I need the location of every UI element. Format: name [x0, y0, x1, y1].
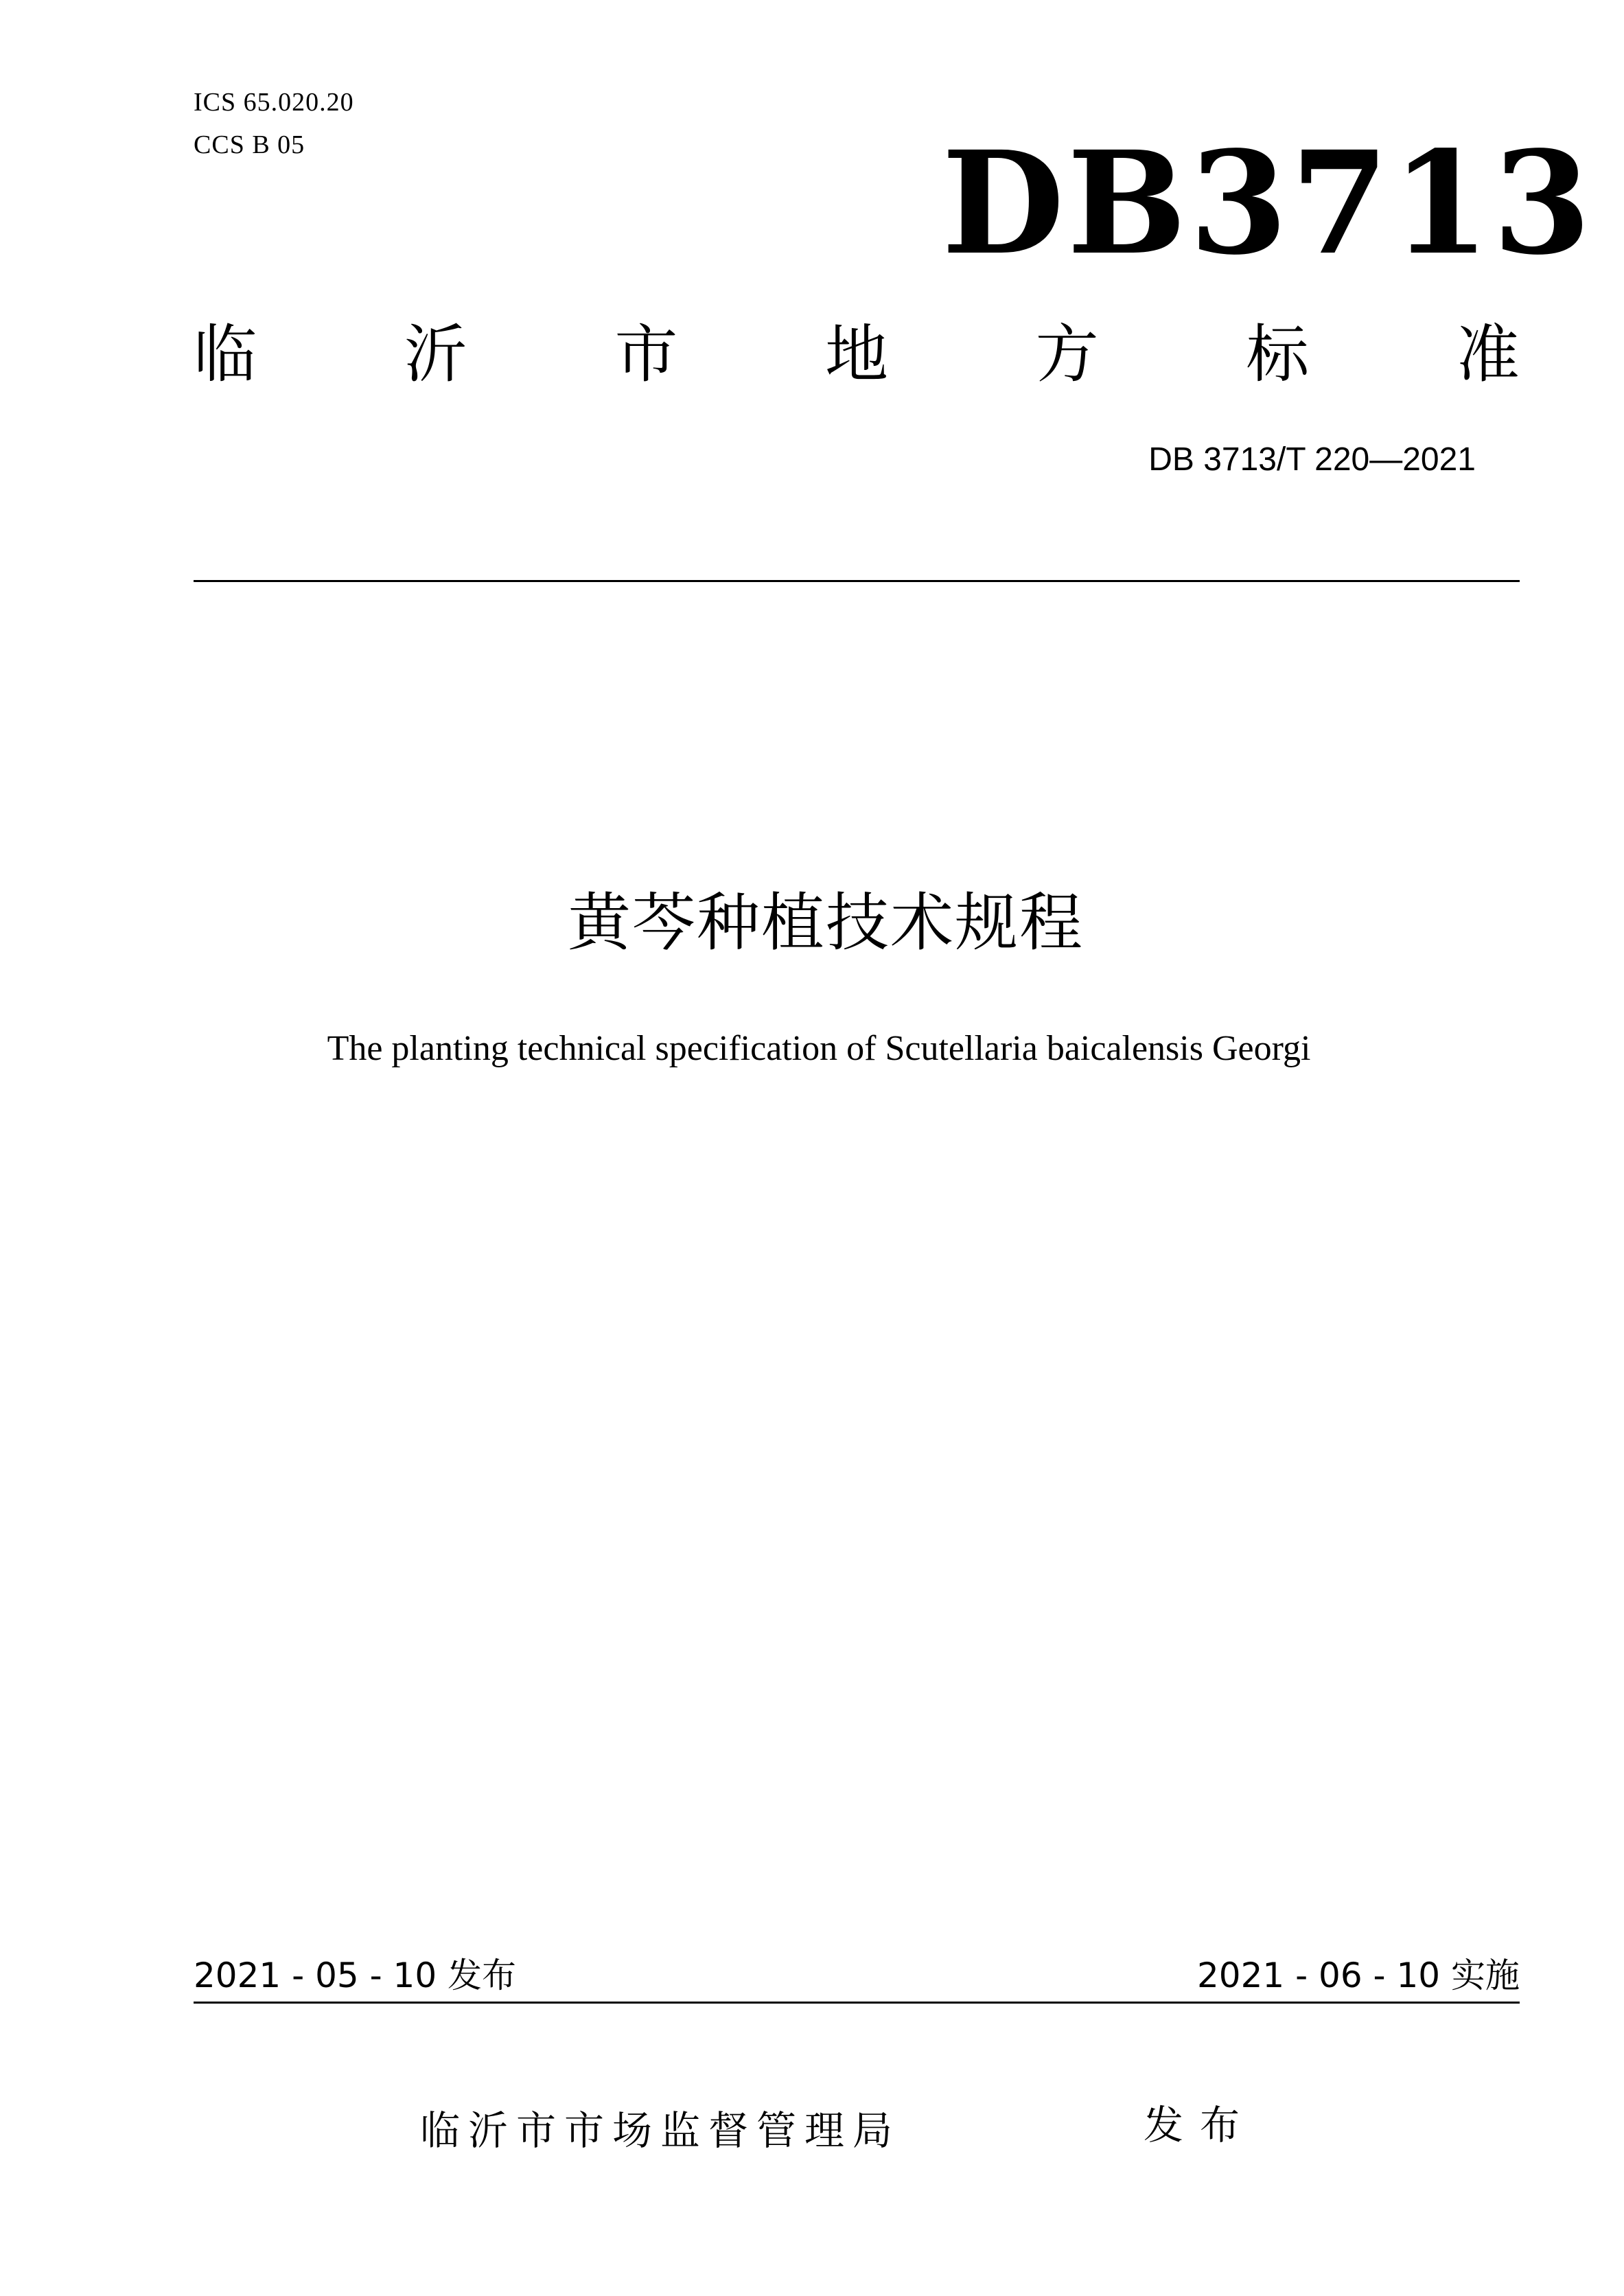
bottom-divider [194, 2002, 1520, 2004]
top-divider [194, 580, 1520, 582]
classification-codes [194, 81, 354, 166]
standard-type-char: 地 [824, 318, 888, 391]
standard-number: DB 3713/T 220—2021 [1148, 441, 1476, 478]
issuing-authority: 临沂市市场监督管理局 [420, 2107, 901, 2154]
ccs-code: CCS B 05 [194, 130, 305, 159]
document-title-cn: 黄芩种植技术规程 [567, 886, 1084, 960]
publish-date: 2021 - 05 - 10 发布 [194, 1956, 517, 1995]
standard-type-char: 临 [194, 318, 257, 391]
effective-date: 2021 - 06 - 10 实施 [1196, 1956, 1520, 1995]
db-logo: DB3713 [942, 120, 1594, 286]
standard-type-title [194, 317, 1520, 393]
ics-code: ICS 65.020.20 [194, 88, 354, 117]
standard-type-char: 沂 [404, 318, 467, 391]
standard-type-char: 市 [614, 318, 678, 391]
document-title-en: The planting technical specification of Scutellaria baicalensis Georgi [327, 1029, 1311, 1068]
date-row [194, 1953, 1520, 1997]
standard-type-char: 标 [1246, 318, 1310, 391]
standard-type-char: 准 [1456, 318, 1520, 391]
issue-label: 发布 [1144, 2102, 1257, 2148]
standard-type-char: 方 [1035, 318, 1099, 391]
